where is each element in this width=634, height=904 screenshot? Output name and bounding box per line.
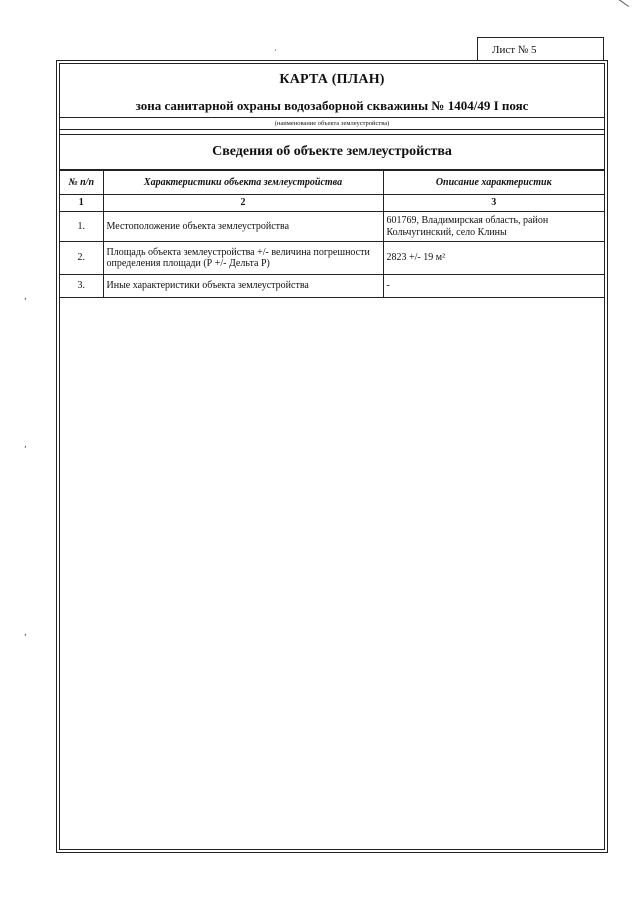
row-number: 2. (60, 242, 103, 275)
column-number-row (60, 195, 604, 212)
column-number: 2 (103, 195, 383, 212)
row-description: 601769, Владимирская область, район Кольчугинский, село Клины (383, 212, 604, 242)
scan-mark: · (274, 46, 277, 56)
object-info-table (60, 170, 604, 298)
object-name-caption: (наименование объекта землеустройства) (60, 117, 604, 130)
row-number: 1. (60, 212, 103, 242)
section-title: Сведения об объекте землеустройства (60, 135, 604, 170)
object-name: зона санитарной охраны водозаборной скважины № 1404/49 I пояс (135, 98, 529, 113)
corner-mark (617, 0, 629, 7)
scan-mark: , (24, 628, 27, 638)
sheet-number-label: Лист № 5 (492, 44, 537, 56)
header-characteristic: Характеристики объекта землеустройства (103, 171, 383, 195)
scan-mark: , (24, 292, 27, 302)
sheet-number-box (477, 37, 604, 61)
table-row (60, 212, 604, 242)
row-description: 2823 +/- 19 м² (383, 242, 604, 275)
table-row (60, 275, 604, 298)
title-block (60, 64, 604, 298)
document-frame (59, 63, 605, 850)
header-description: Описание характеристик (383, 171, 604, 195)
table-row (60, 242, 604, 275)
row-description: - (383, 275, 604, 298)
column-number: 3 (383, 195, 604, 212)
document-title: КАРТА (ПЛАН) (279, 72, 385, 87)
row-characteristic: Иные характеристики объекта землеустройства (103, 275, 383, 298)
row-number: 3. (60, 275, 103, 298)
header-number: № п/п (60, 171, 103, 195)
table-header-row (60, 171, 604, 195)
row-characteristic: Площадь объекта землеустройства +/- величина погрешности определения площади (Р +/- Дельта Р) (103, 242, 383, 275)
scan-mark: , (24, 440, 27, 450)
column-number: 1 (60, 195, 103, 212)
row-characteristic: Местоположение объекта землеустройства (103, 212, 383, 242)
